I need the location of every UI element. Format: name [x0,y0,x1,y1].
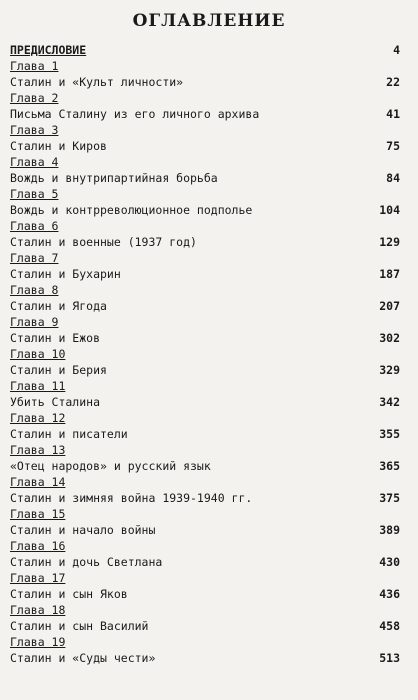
toc-entry[interactable] [10,250,408,282]
chapter-number: Глава 17 [10,571,66,585]
page-title: ОГЛАВЛЕНИЕ [132,11,286,31]
page-number: 513 [379,651,400,665]
toc-entry[interactable] [10,154,408,186]
chapter-number: Глава 5 [10,187,59,201]
page-number: 84 [386,171,400,185]
chapter-number: Глава 8 [10,283,59,297]
table-of-contents [10,42,408,666]
chapter-number: Глава 7 [10,251,59,265]
chapter-number: Глава 14 [10,475,66,489]
chapter-title: Сталин и начало войны [10,523,156,537]
chapter-title: «Отец народов» и русский язык [10,459,211,473]
toc-entry[interactable] [10,58,408,90]
preface-label: ПРЕДИСЛОВИЕ [10,43,87,57]
chapter-title: Сталин и Ягода [10,299,107,313]
page-number: 342 [379,395,400,409]
chapter-number: Глава 1 [10,59,59,73]
toc-entry[interactable] [10,506,408,538]
chapter-number: Глава 4 [10,155,59,169]
toc-entry[interactable] [10,602,408,634]
chapter-number: Глава 19 [10,635,66,649]
chapter-number: Глава 11 [10,379,66,393]
chapter-title: Сталин и писатели [10,427,128,441]
chapter-number: Глава 18 [10,603,66,617]
toc-entry[interactable] [10,314,408,346]
page-number: 436 [379,587,400,601]
chapter-title: Сталин и сын Василий [10,619,149,633]
chapter-number: Глава 6 [10,219,59,233]
toc-entry[interactable] [10,634,408,666]
toc-entry[interactable] [10,410,408,442]
chapter-number: Глава 12 [10,411,66,425]
chapter-title: Сталин и «Культ личности» [10,75,184,89]
toc-entry[interactable] [10,282,408,314]
page-number: 375 [379,491,400,505]
toc-entry[interactable] [10,186,408,218]
page-number: 75 [386,139,400,153]
page-number: 104 [379,203,400,217]
preface-page-number: 4 [393,43,400,57]
page-number: 355 [379,427,400,441]
chapter-title: Сталин и Киров [10,139,107,153]
page-number: 458 [379,619,400,633]
chapter-title: Вождь и контрреволюционное подполье [10,203,253,217]
chapter-title: Сталин и Берия [10,363,107,377]
chapter-title: Вождь и внутрипартийная борьба [10,171,218,185]
page-number: 129 [379,235,400,249]
toc-entry[interactable] [10,346,408,378]
toc-entry[interactable] [10,218,408,250]
toc-entry[interactable] [10,570,408,602]
chapter-number: Глава 2 [10,91,59,105]
chapter-number: Глава 13 [10,443,66,457]
chapter-title: Сталин и Ежов [10,331,101,345]
chapter-title: Сталин и Бухарин [10,267,121,281]
page-number: 22 [386,75,400,89]
chapter-title: Сталин и «Суды чести» [10,651,156,665]
page-number: 302 [379,331,400,345]
page-number: 187 [379,267,400,281]
chapter-title: Сталин и военные (1937 год) [10,235,197,249]
chapter-number: Глава 9 [10,315,59,329]
page-number: 329 [379,363,400,377]
chapter-title: Сталин и зимняя война 1939-1940 гг. [10,491,253,505]
page-number: 430 [379,555,400,569]
toc-entry[interactable] [10,538,408,570]
chapter-number: Глава 15 [10,507,66,521]
toc-entry[interactable] [10,474,408,506]
page-number: 389 [379,523,400,537]
chapter-number: Глава 16 [10,539,66,553]
page-number: 207 [379,299,400,313]
chapter-title: Сталин и дочь Светлана [10,555,163,569]
chapter-number: Глава 10 [10,347,66,361]
toc-entry-preface[interactable] [10,42,408,58]
page-number: 41 [386,107,400,121]
page-number: 365 [379,459,400,473]
toc-entry[interactable] [10,378,408,410]
toc-entry[interactable] [10,442,408,474]
chapter-title: Убить Сталина [10,395,101,409]
chapter-title: Сталин и сын Яков [10,587,128,601]
chapter-title: Письма Сталину из его личного архива [10,107,260,121]
chapter-number: Глава 3 [10,123,59,137]
toc-entry[interactable] [10,122,408,154]
toc-entry[interactable] [10,90,408,122]
